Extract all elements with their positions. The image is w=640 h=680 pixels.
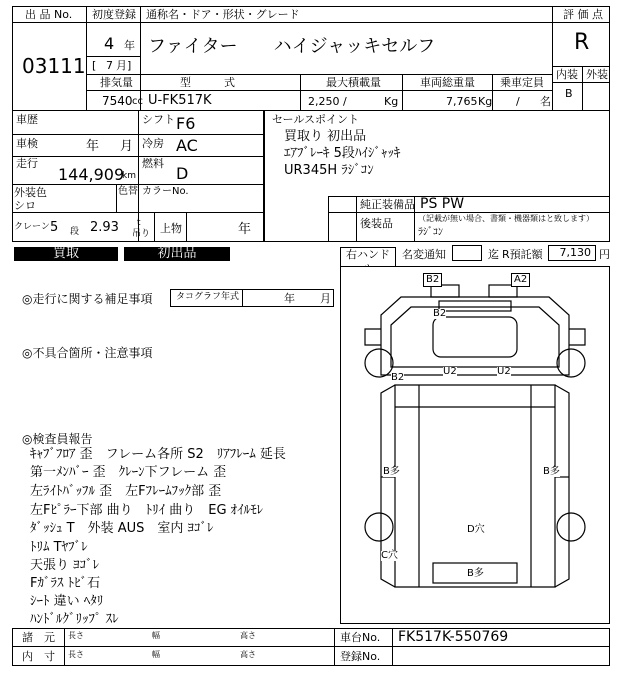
footer-frame bbox=[12, 628, 610, 666]
overall-grade: R bbox=[574, 30, 590, 55]
sales-line-2: ｴｱﾌﾞﾚｰｷ 5段ﾊｲｼﾞｬｯｷ bbox=[284, 146, 401, 161]
exterior-grade-label: 外装 bbox=[586, 68, 608, 81]
diagram-label: D穴 bbox=[467, 524, 485, 535]
inspector-line: 左Fﾋﾟﾗｰ下部 曲り ﾄﾘｲ 曲り EG ｵｲﾙﾓﾚ bbox=[30, 503, 264, 518]
interior-grade-label: 内装 bbox=[556, 68, 578, 81]
inspector-line: ﾊﾝﾄﾞﾙｸﾞﾘｯﾌﾟ ｽﾚ bbox=[30, 612, 119, 627]
inspector-line: ﾀﾞｯｼｭ T 外装 AUS 室内 ﾖｺﾞﾚ bbox=[30, 521, 214, 536]
right-hand-drive: 右ハンド bbox=[340, 247, 396, 277]
inspector-line: 第一ﾒﾝﾊﾞｰ 歪 ｸﾚｰﾝ下フレーム 歪 bbox=[30, 465, 227, 480]
sales-line-1: 買取り 初出品 bbox=[284, 129, 367, 144]
sales-line-3: UR345H ﾗｼﾞｺﾝ bbox=[284, 163, 374, 178]
mileage: 144,909 bbox=[58, 165, 125, 184]
seats: / bbox=[516, 95, 520, 108]
lot-number: 03111 bbox=[22, 54, 86, 78]
supplement-title: ◎走行に関する補足事項 bbox=[22, 292, 153, 306]
diagram-label: B2 bbox=[423, 273, 442, 287]
diagram-label: C穴 bbox=[381, 550, 398, 561]
diagram-label: B多 bbox=[467, 568, 484, 579]
model-type: U-FK517K bbox=[148, 93, 212, 108]
exterior-color: シロ bbox=[14, 199, 36, 212]
diagram-label: U2 bbox=[497, 366, 511, 377]
aftermarket-items: ﾗｼﾞｺﾝ bbox=[418, 227, 443, 238]
defects-title: ◎不具合箇所・注意事項 bbox=[22, 346, 153, 360]
diagram-label: A2 bbox=[511, 273, 530, 287]
grade-label: 評 価 点 bbox=[563, 8, 603, 21]
inspector-line: ﾄﾘﾑ Tﾔﾌﾞﾚ bbox=[30, 540, 88, 555]
inspector-title: ◎検査員報告 bbox=[22, 432, 93, 446]
interior-grade: B bbox=[565, 87, 573, 100]
inspector-line: ｷｬﾌﾞﾌﾛｱ 歪 フレーム各所 S2 ﾘｱﾌﾚｰﾑ 延長 bbox=[30, 447, 286, 462]
recycle-deposit: 7,130 bbox=[548, 245, 596, 261]
max-load: 2,250 / bbox=[308, 95, 347, 108]
fuel: D bbox=[176, 164, 189, 183]
crane-tonnage: 2.93 bbox=[90, 220, 119, 235]
diagram-label: B2 bbox=[391, 372, 405, 383]
air-conditioner: AC bbox=[176, 136, 198, 155]
inspector-line: ｼｰﾄ 違い ﾍﾀﾘ bbox=[30, 594, 104, 609]
first-reg-month: 7 bbox=[106, 59, 113, 72]
truck-diagram bbox=[340, 266, 610, 624]
badge-purchase: 買取 bbox=[14, 247, 118, 261]
shift: F6 bbox=[176, 114, 196, 133]
displacement: 7540 bbox=[102, 94, 133, 108]
factory-equipment: PS PW bbox=[420, 196, 465, 212]
inspector-line: 天張り ﾖｺﾞﾚ bbox=[30, 558, 100, 573]
aftermarket-note: （記載が無い場合、書類・機器類はと致します） bbox=[418, 214, 594, 223]
crane-stages: 5 bbox=[50, 220, 59, 235]
diagram-label: B2 bbox=[433, 308, 447, 319]
first-reg-year: 4 bbox=[104, 34, 115, 53]
first-reg-label: 初度登録 bbox=[92, 8, 136, 21]
diagram-label: B多 bbox=[543, 466, 560, 477]
model-name: ファイター ハイジャッキセルフ bbox=[148, 36, 436, 57]
inspector-line: 左ﾗｲﾄﾊﾞｯﾌﾙ 歪 左Fﾌﾚｰﾑﾌｯｸ部 歪 bbox=[30, 484, 222, 499]
diagram-label: U2 bbox=[443, 366, 457, 377]
name-change-box bbox=[452, 245, 482, 261]
diagram-label: B多 bbox=[383, 466, 400, 477]
badge-first-listing: 初出品 bbox=[124, 247, 230, 261]
lot-label: 出 品 No. bbox=[25, 8, 73, 21]
gross-weight: 7,765 bbox=[446, 95, 478, 108]
chassis-number: FK517K-550769 bbox=[398, 629, 509, 645]
inspector-line: Fｶﾞﾗｽ ﾄﾋﾞ石 bbox=[30, 576, 101, 591]
name-label: 通称名・ドア・形状・グレード bbox=[146, 8, 300, 21]
